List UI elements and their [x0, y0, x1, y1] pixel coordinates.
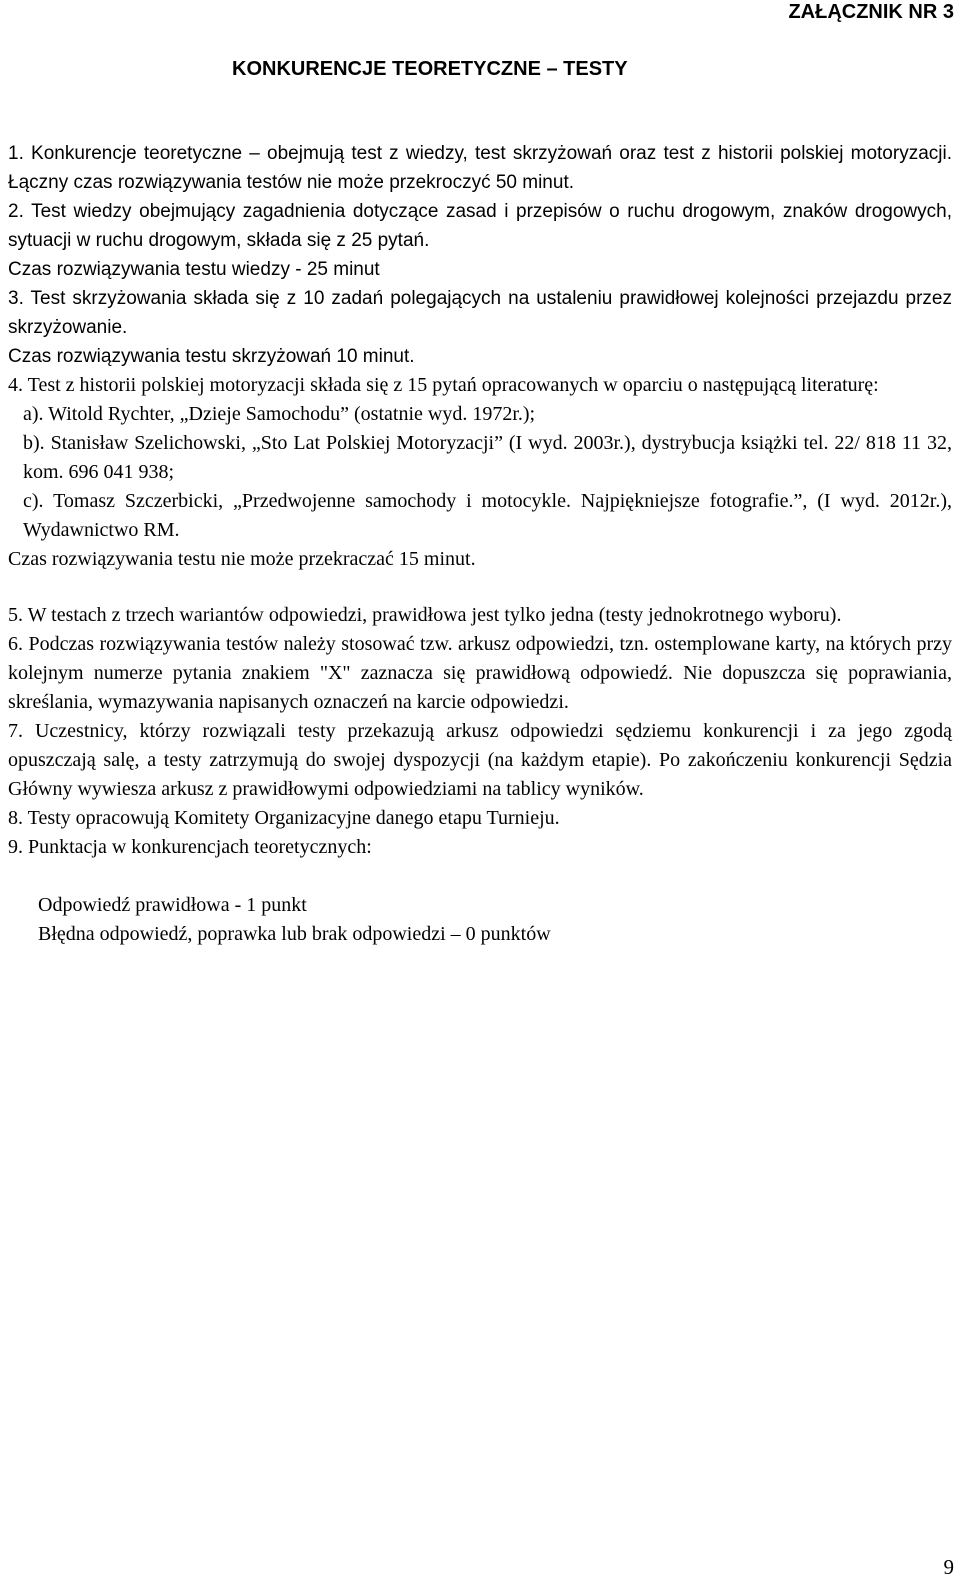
annex-label: ZAŁĄCZNIK NR 3	[788, 1, 954, 23]
literature-item-a: a). Witold Rychter, „Dzieje Samochodu” (ostatnie wyd. 1972r.);	[23, 403, 536, 425]
paragraph-item-6: 6. Podczas rozwiązywania testów należy stosować tzw. arkusz odpowiedzi, tzn. ostemplowane karty, na których przy kolejnym numerze pytania znakiem "X" zaznacza się prawidłową odpowiedź. Nie dopuszcza się poprawiania, skreślania, wymazywania napisanych oznaczeń na karcie odpowiedzi.	[8, 633, 952, 713]
paragraph-item-1: 1. Konkurencje teoretyczne – obejmują test z wiedzy, test skrzyżowań oraz test z historii polskiej motoryzacji. Łączny czas rozwiązywania testów nie może przekroczyć 50 minut.	[8, 143, 952, 193]
spacer	[8, 574, 952, 601]
page-number: 9	[943, 1555, 954, 1579]
item-4-time: Czas rozwiązywania testu nie może przekraczać 15 minut.	[8, 548, 476, 570]
paragraph-item-9: 9. Punktacja w konkurencjach teoretycznych:	[8, 836, 372, 858]
paragraph-item-7: 7. Uczestnicy, którzy rozwiązali testy przekazują arkusz odpowiedzi sędziemu konkurencji i za jego zgodą opuszczają salę, a testy zatrzymują do swojej dyspozycji (na każdym etapie). Po zakończeniu konkurencji Sędzia Główny wywiesza arkusz z prawidłowymi odpowiedziami na tablicy wyników.	[8, 720, 952, 800]
paragraph-item-5: 5. W testach z trzech wariantów odpowiedzi, prawidłowa jest tylko jedna (testy jednokrotnego wyboru).	[8, 604, 842, 626]
paragraph-item-2: 2. Test wiedzy obejmujący zagadnienia dotyczące zasad i przepisów o ruchu drogowym, znaków drogowych, sytuacji w ruchu drogowym, składa się z 25 pytań.	[8, 201, 952, 251]
paragraph-item-4: 4. Test z historii polskiej motoryzacji składa się z 15 pytań opracowanych w oparciu o następującą literaturę:	[8, 374, 879, 396]
paragraph-item-8: 8. Testy opracowują Komitety Organizacyjne danego etapu Turnieju.	[8, 807, 560, 829]
scoring-list	[38, 891, 952, 949]
document-body	[8, 139, 952, 949]
scoring-wrong: Błędna odpowiedź, poprawka lub brak odpowiedzi – 0 punktów	[38, 923, 551, 945]
scoring-correct: Odpowiedź prawidłowa - 1 punkt	[38, 894, 307, 916]
literature-item-c: c). Tomasz Szczerbicki, „Przedwojenne samochody i motocykle. Najpiękniejsze fotografie.”, (I wyd. 2012r.), Wydawnictwo RM.	[23, 490, 952, 541]
paragraph-item-3: 3. Test skrzyżowania składa się z 10 zadań polegających na ustaleniu prawidłowej kolejności przejazdu przez skrzyżowanie.	[8, 288, 952, 338]
literature-item-b: b). Stanisław Szelichowski, „Sto Lat Polskiej Motoryzacji” (I wyd. 2003r.), dystrybucja książki tel. 22/ 818 11 32, kom. 696 041 938;	[23, 432, 952, 483]
spacer	[8, 862, 952, 891]
item-3-time: Czas rozwiązywania testu skrzyżowań 10 minut.	[8, 346, 415, 367]
page-title: KONKURENCJE TEORETYCZNE – TESTY	[232, 58, 628, 80]
item-2-time: Czas rozwiązywania testu wiedzy - 25 minut	[8, 259, 380, 280]
